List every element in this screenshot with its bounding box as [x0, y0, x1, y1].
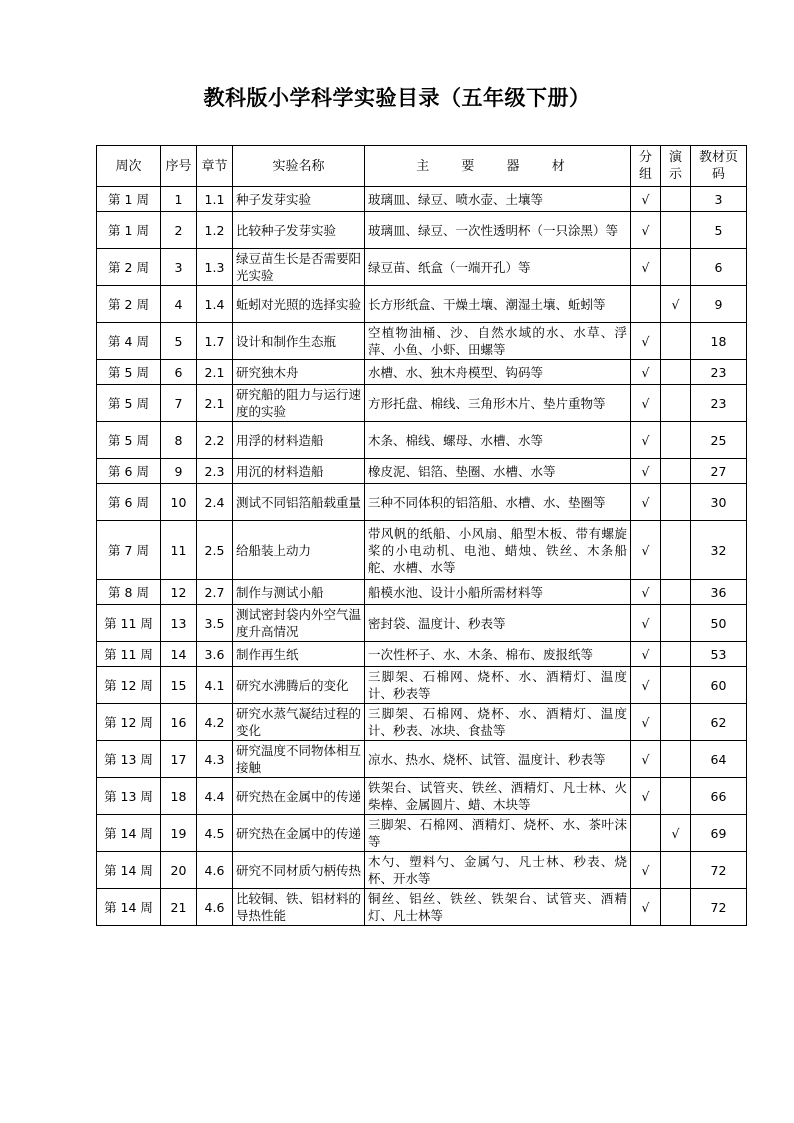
cell-demo-check — [661, 521, 691, 580]
cell-page: 5 — [691, 212, 747, 249]
cell-page: 30 — [691, 484, 747, 521]
table-row — [97, 778, 747, 815]
cell-group-check: √ — [631, 212, 661, 249]
cell-group-check: √ — [631, 249, 661, 286]
cell-seq: 9 — [161, 459, 197, 484]
cell-seq: 11 — [161, 521, 197, 580]
cell-week: 第 12 周 — [97, 704, 161, 741]
header-week: 周次 — [97, 146, 161, 187]
header-row — [97, 146, 747, 187]
cell-seq: 20 — [161, 852, 197, 889]
cell-page: 36 — [691, 580, 747, 605]
cell-seq: 17 — [161, 741, 197, 778]
cell-chapter: 2.4 — [197, 484, 233, 521]
cell-equipment: 空植物油桶、沙、自然水域的水、水草、浮萍、小鱼、小虾、田螺等 — [365, 323, 631, 360]
cell-week: 第 7 周 — [97, 521, 161, 580]
cell-group-check: √ — [631, 422, 661, 459]
cell-seq: 16 — [161, 704, 197, 741]
cell-page: 69 — [691, 815, 747, 852]
cell-week: 第 11 周 — [97, 642, 161, 667]
cell-week: 第 14 周 — [97, 889, 161, 926]
cell-week: 第 6 周 — [97, 484, 161, 521]
cell-experiment-name: 研究船的阻力与运行速度的实验 — [233, 385, 365, 422]
cell-chapter: 4.5 — [197, 815, 233, 852]
cell-demo-check: √ — [661, 286, 691, 323]
cell-week: 第 2 周 — [97, 286, 161, 323]
cell-demo-check — [661, 605, 691, 642]
cell-group-check: √ — [631, 704, 661, 741]
cell-group-check: √ — [631, 580, 661, 605]
cell-demo-check — [661, 484, 691, 521]
cell-week: 第 11 周 — [97, 605, 161, 642]
cell-group-check: √ — [631, 484, 661, 521]
table-row — [97, 642, 747, 667]
cell-experiment-name: 研究热在金属中的传递 — [233, 778, 365, 815]
cell-seq: 14 — [161, 642, 197, 667]
cell-experiment-name: 研究热在金属中的传递 — [233, 815, 365, 852]
table-row — [97, 187, 747, 212]
experiment-catalog-table — [96, 145, 747, 926]
cell-seq: 15 — [161, 667, 197, 704]
cell-experiment-name: 研究不同材质勺柄传热 — [233, 852, 365, 889]
cell-demo-check — [661, 642, 691, 667]
cell-equipment: 三脚架、石棉网、酒精灯、烧杯、水、茶叶沫等 — [365, 815, 631, 852]
cell-seq: 10 — [161, 484, 197, 521]
cell-experiment-name: 用沉的材料造船 — [233, 459, 365, 484]
cell-group-check: √ — [631, 889, 661, 926]
cell-equipment: 木勺、塑料勺、金属勺、凡士林、秒表、烧杯、开水等 — [365, 852, 631, 889]
table-row — [97, 741, 747, 778]
cell-group-check: √ — [631, 852, 661, 889]
cell-chapter: 4.6 — [197, 889, 233, 926]
table-row — [97, 704, 747, 741]
table-row — [97, 422, 747, 459]
cell-seq: 5 — [161, 323, 197, 360]
table-row — [97, 580, 747, 605]
cell-chapter: 3.6 — [197, 642, 233, 667]
cell-experiment-name: 研究水沸腾后的变化 — [233, 667, 365, 704]
cell-chapter: 2.2 — [197, 422, 233, 459]
cell-equipment: 三脚架、石棉网、烧杯、水、酒精灯、温度计、秒表等 — [365, 667, 631, 704]
cell-group-check: √ — [631, 741, 661, 778]
cell-page: 6 — [691, 249, 747, 286]
cell-group-check: √ — [631, 605, 661, 642]
cell-seq: 12 — [161, 580, 197, 605]
cell-demo-check — [661, 187, 691, 212]
cell-page: 72 — [691, 852, 747, 889]
cell-page: 53 — [691, 642, 747, 667]
cell-page: 72 — [691, 889, 747, 926]
cell-chapter: 4.6 — [197, 852, 233, 889]
cell-page: 9 — [691, 286, 747, 323]
table-row — [97, 459, 747, 484]
cell-demo-check — [661, 422, 691, 459]
cell-week: 第 13 周 — [97, 741, 161, 778]
cell-equipment: 橡皮泥、铝箔、垫圈、水槽、水等 — [365, 459, 631, 484]
cell-page: 27 — [691, 459, 747, 484]
cell-chapter: 2.1 — [197, 360, 233, 385]
cell-group-check — [631, 815, 661, 852]
cell-equipment: 绿豆苗、纸盒（一端开孔）等 — [365, 249, 631, 286]
cell-experiment-name: 研究温度不同物体相互接触 — [233, 741, 365, 778]
cell-demo-check — [661, 889, 691, 926]
cell-seq: 7 — [161, 385, 197, 422]
cell-experiment-name: 蚯蚓对光照的选择实验 — [233, 286, 365, 323]
cell-week: 第 5 周 — [97, 422, 161, 459]
cell-week: 第 14 周 — [97, 852, 161, 889]
cell-seq: 8 — [161, 422, 197, 459]
table-row — [97, 852, 747, 889]
cell-demo-check — [661, 741, 691, 778]
cell-demo-check — [661, 385, 691, 422]
cell-week: 第 6 周 — [97, 459, 161, 484]
cell-seq: 13 — [161, 605, 197, 642]
cell-chapter: 1.7 — [197, 323, 233, 360]
cell-demo-check — [661, 249, 691, 286]
table-row — [97, 385, 747, 422]
header-seq: 序号 — [161, 146, 197, 187]
cell-demo-check — [661, 852, 691, 889]
cell-page: 3 — [691, 187, 747, 212]
document-title: 教科版小学科学实验目录（五年级下册） — [203, 86, 591, 110]
cell-group-check: √ — [631, 385, 661, 422]
cell-experiment-name: 制作再生纸 — [233, 642, 365, 667]
cell-demo-check — [661, 704, 691, 741]
cell-page: 25 — [691, 422, 747, 459]
table-row — [97, 889, 747, 926]
cell-equipment: 三种不同体积的铝箔船、水槽、水、垫圈等 — [365, 484, 631, 521]
header-chapter: 章节 — [197, 146, 233, 187]
cell-chapter: 2.5 — [197, 521, 233, 580]
cell-group-check — [631, 286, 661, 323]
cell-experiment-name: 种子发芽实验 — [233, 187, 365, 212]
cell-seq: 6 — [161, 360, 197, 385]
cell-page: 18 — [691, 323, 747, 360]
table-row — [97, 521, 747, 580]
cell-chapter: 2.3 — [197, 459, 233, 484]
table-row — [97, 605, 747, 642]
cell-chapter: 4.4 — [197, 778, 233, 815]
cell-demo-check — [661, 667, 691, 704]
cell-equipment: 铜丝、铝丝、铁丝、铁架台、试管夹、酒精灯、凡士林等 — [365, 889, 631, 926]
cell-chapter: 1.1 — [197, 187, 233, 212]
cell-seq: 19 — [161, 815, 197, 852]
cell-week: 第 4 周 — [97, 323, 161, 360]
cell-experiment-name: 比较种子发芽实验 — [233, 212, 365, 249]
cell-experiment-name: 用浮的材料造船 — [233, 422, 365, 459]
header-page: 教材页码 — [691, 146, 747, 187]
cell-chapter: 1.3 — [197, 249, 233, 286]
cell-chapter: 4.2 — [197, 704, 233, 741]
cell-equipment: 三脚架、石棉网、烧杯、水、酒精灯、温度计、秒表、冰块、食盐等 — [365, 704, 631, 741]
cell-week: 第 14 周 — [97, 815, 161, 852]
cell-equipment: 密封袋、温度计、秒表等 — [365, 605, 631, 642]
cell-page: 50 — [691, 605, 747, 642]
table-row — [97, 360, 747, 385]
cell-page: 32 — [691, 521, 747, 580]
cell-week: 第 8 周 — [97, 580, 161, 605]
cell-chapter: 1.4 — [197, 286, 233, 323]
cell-week: 第 5 周 — [97, 385, 161, 422]
cell-experiment-name: 设计和制作生态瓶 — [233, 323, 365, 360]
cell-demo-check — [661, 580, 691, 605]
cell-equipment: 凉水、热水、烧杯、试管、温度计、秒表等 — [365, 741, 631, 778]
cell-demo-check: √ — [661, 815, 691, 852]
table-body — [97, 187, 747, 926]
table-row — [97, 815, 747, 852]
table-row — [97, 249, 747, 286]
cell-page: 62 — [691, 704, 747, 741]
cell-group-check: √ — [631, 323, 661, 360]
cell-seq: 18 — [161, 778, 197, 815]
cell-week: 第 1 周 — [97, 212, 161, 249]
cell-experiment-name: 给船装上动力 — [233, 521, 365, 580]
cell-group-check: √ — [631, 667, 661, 704]
cell-group-check: √ — [631, 778, 661, 815]
header-name: 实验名称 — [233, 146, 365, 187]
header-demo: 演示 — [661, 146, 691, 187]
cell-week: 第 12 周 — [97, 667, 161, 704]
cell-chapter: 1.2 — [197, 212, 233, 249]
cell-week: 第 2 周 — [97, 249, 161, 286]
cell-group-check: √ — [631, 642, 661, 667]
cell-page: 66 — [691, 778, 747, 815]
cell-demo-check — [661, 360, 691, 385]
header-group: 分组 — [631, 146, 661, 187]
table-row — [97, 667, 747, 704]
cell-chapter: 4.3 — [197, 741, 233, 778]
cell-seq: 2 — [161, 212, 197, 249]
cell-week: 第 1 周 — [97, 187, 161, 212]
cell-page: 60 — [691, 667, 747, 704]
cell-chapter: 2.1 — [197, 385, 233, 422]
cell-equipment: 船模水池、设计小船所需材料等 — [365, 580, 631, 605]
cell-experiment-name: 研究独木舟 — [233, 360, 365, 385]
cell-experiment-name: 绿豆苗生长是否需要阳光实验 — [233, 249, 365, 286]
cell-seq: 1 — [161, 187, 197, 212]
table-row — [97, 212, 747, 249]
cell-demo-check — [661, 212, 691, 249]
table-row — [97, 323, 747, 360]
cell-experiment-name: 制作与测试小船 — [233, 580, 365, 605]
cell-equipment: 木条、棉线、螺母、水槽、水等 — [365, 422, 631, 459]
cell-equipment: 铁架台、试管夹、铁丝、酒精灯、凡士林、火柴棒、金属圆片、蜡、木块等 — [365, 778, 631, 815]
cell-seq: 4 — [161, 286, 197, 323]
cell-equipment: 水槽、水、独木舟模型、钩码等 — [365, 360, 631, 385]
cell-week: 第 5 周 — [97, 360, 161, 385]
cell-week: 第 13 周 — [97, 778, 161, 815]
cell-equipment: 带风帆的纸船、小风扇、船型木板、带有螺旋桨的小电动机、电池、蜡烛、铁丝、木条船舵、水槽、水等 — [365, 521, 631, 580]
cell-demo-check — [661, 459, 691, 484]
cell-group-check: √ — [631, 360, 661, 385]
cell-group-check: √ — [631, 459, 661, 484]
cell-demo-check — [661, 778, 691, 815]
table-row — [97, 286, 747, 323]
header-equipment: 主 要 器 材 — [365, 146, 631, 187]
cell-page: 64 — [691, 741, 747, 778]
cell-experiment-name: 研究水蒸气凝结过程的变化 — [233, 704, 365, 741]
cell-equipment: 玻璃皿、绿豆、喷水壶、土壤等 — [365, 187, 631, 212]
cell-experiment-name: 测试不同铝箔船载重量 — [233, 484, 365, 521]
cell-equipment: 一次性杯子、水、木条、棉布、废报纸等 — [365, 642, 631, 667]
cell-page: 23 — [691, 360, 747, 385]
cell-experiment-name: 测试密封袋内外空气温度升高情况 — [233, 605, 365, 642]
cell-seq: 21 — [161, 889, 197, 926]
cell-seq: 3 — [161, 249, 197, 286]
cell-equipment: 长方形纸盒、干燥土壤、潮湿土壤、蚯蚓等 — [365, 286, 631, 323]
cell-experiment-name: 比较铜、铁、铝材料的导热性能 — [233, 889, 365, 926]
cell-chapter: 3.5 — [197, 605, 233, 642]
cell-page: 23 — [691, 385, 747, 422]
cell-equipment: 玻璃皿、绿豆、一次性透明杯（一只涂黑）等 — [365, 212, 631, 249]
cell-chapter: 4.1 — [197, 667, 233, 704]
cell-chapter: 2.7 — [197, 580, 233, 605]
cell-demo-check — [661, 323, 691, 360]
cell-group-check: √ — [631, 521, 661, 580]
cell-equipment: 方形托盘、棉线、三角形木片、垫片重物等 — [365, 385, 631, 422]
table-row — [97, 484, 747, 521]
cell-group-check: √ — [631, 187, 661, 212]
